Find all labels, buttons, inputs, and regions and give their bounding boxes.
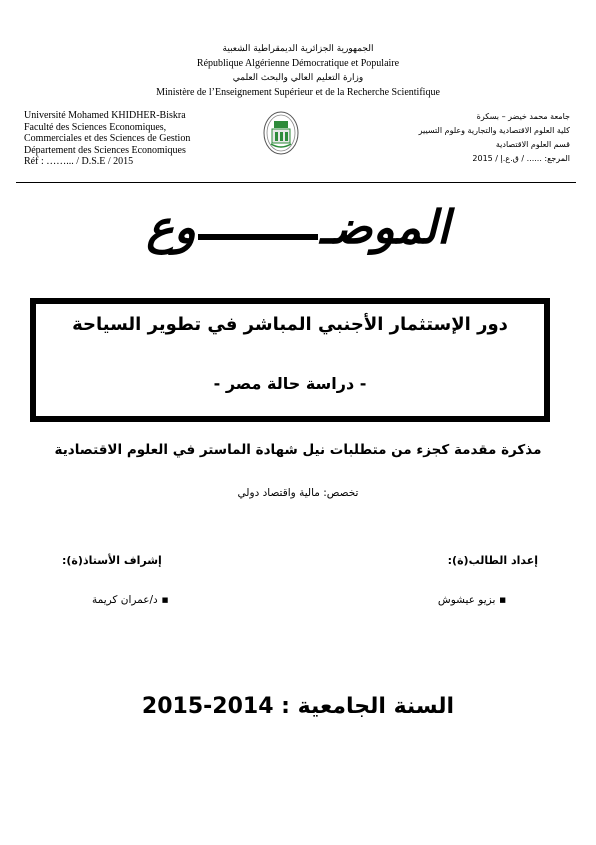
university-name-arabic: جامعة محمد خيضر – بسكرة (476, 112, 570, 121)
university-info-arabic (360, 110, 570, 166)
academic-year-label: السنة الجامعية : (281, 694, 455, 719)
faculty-arabic: كلية العلوم الاقتصادية والتجارية وعلوم التسيير (418, 126, 570, 135)
university-info-french (24, 110, 254, 168)
faculty-line1: Faculté des Sciences Economiques, (24, 121, 167, 133)
department-name: Département des Sciences Economiques (24, 144, 186, 156)
ministry-arabic: وزارة التعليم العالي والبحث العلمي (232, 73, 364, 83)
memo-statement: مذكرة مقدمة كجزء من متطلبات نيل شهادة الماستر في العلوم الاقتصادية (54, 442, 542, 458)
republic-french: République Algérienne Démocratique et Populaire (196, 58, 400, 69)
university-name: Université Mohamed KHIDHER-Biskra (24, 110, 186, 121)
subject-heading-end: وع (146, 200, 196, 254)
thesis-subtitle: - دراسة حالة مصر - (213, 374, 367, 393)
bullet-icon: ■ (161, 596, 169, 604)
student-name-row (438, 594, 506, 606)
subject-heading (0, 200, 596, 254)
supervisor-name: د/عمران كريمة (92, 594, 158, 606)
reference-arabic: المرجع: ...... / ق.ع.إ / 2015 (472, 154, 570, 163)
university-logo (262, 110, 300, 156)
academic-year-value: 2015-2014 (141, 694, 274, 719)
subject-heading-start: الموضـ (319, 200, 450, 254)
ministry-french: Ministère de l’Enseignement Supérieur et de la Recherche Scientifique (156, 87, 440, 98)
specialization: تخصص: مالية واقتصاد دولي (237, 487, 359, 499)
reference-french: Réf : ……... / D.S.E / 2015 (24, 156, 134, 167)
header-divider (16, 182, 576, 183)
thesis-title: دور الإستثمار الأجنبي المباشر في تطوير السياحة (72, 314, 508, 335)
subject-tatweel (198, 234, 318, 240)
supervisor-name-row (92, 594, 168, 606)
republic-arabic: الجمهورية الجزائرية الديمقراطية الشعبية (222, 44, 374, 54)
department-arabic: قسم العلوم الاقتصادية (495, 140, 570, 149)
faculty-line2: Commerciales et des Sciences de Gestion (24, 133, 191, 144)
supervisor-label: إشراف الأستاذ(ة): (62, 554, 162, 567)
bullet-icon: ■ (499, 596, 506, 604)
student-label: إعداد الطالب(ة): (447, 554, 538, 567)
academic-year (0, 694, 596, 719)
student-name: بزيو عيشوش (437, 594, 496, 606)
